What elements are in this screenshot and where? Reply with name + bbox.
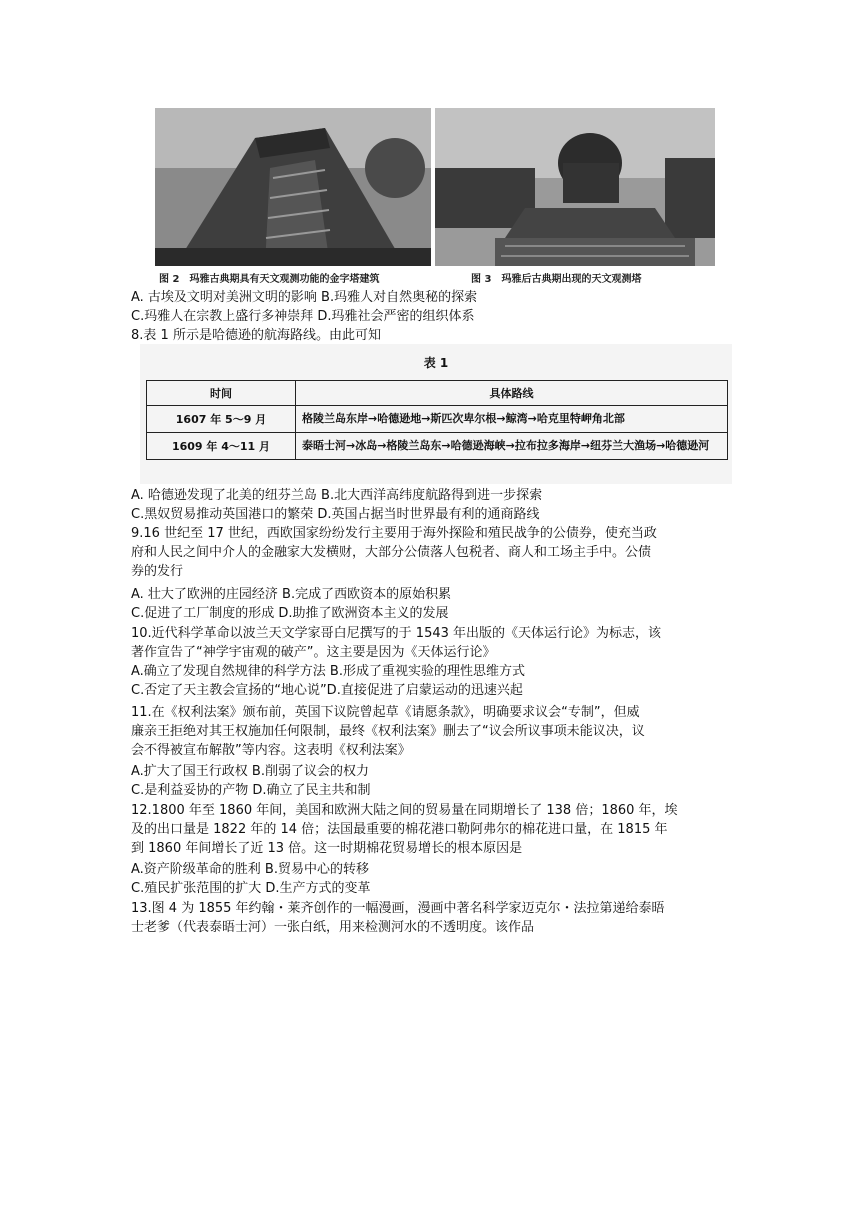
q9-options-1: A. 壮大了欧洲的庄园经济 B.完成了西欧资本的原始积累 bbox=[131, 587, 452, 602]
pyramid-photo bbox=[155, 108, 431, 266]
q8-options-1: A. 哈德逊发现了北美的纽芬兰岛 B.北大西洋高纬度航路得到进一步探索 bbox=[131, 488, 543, 503]
q13-stem-2: 士老爹（代表泰晤士河）一张白纸，用来检测河水的不透明度。该作品 bbox=[131, 920, 535, 935]
q10-options-2: C.否定了天主教会宣扬的“地心说”D.直接促进了启蒙运动的迅速兴起 bbox=[131, 683, 523, 698]
route-table-block bbox=[140, 344, 732, 484]
q9-stem-2: 府和人民之间中介人的金融家大发横财，大部分公债落人包税者、商人和工场主手中。公债 bbox=[131, 545, 652, 560]
q11-options-2: C.是利益妥协的产物 D.确立了民主共和制 bbox=[131, 783, 371, 798]
observatory-photo bbox=[435, 108, 715, 266]
q11-stem-2: 廉亲王拒绝对其王权施加任何限制，最终《权利法案》删去了“议会所议事项未能议决，议 bbox=[131, 724, 645, 739]
table-title: 表 1 bbox=[423, 356, 449, 370]
figure-strip bbox=[155, 108, 715, 288]
q7-options-1: A. 古埃及文明对美洲文明的影响 B.玛雅人对自然奥秘的探索 bbox=[131, 290, 478, 305]
table-cell-time: 1607 年 5～9 月 bbox=[147, 406, 296, 433]
q12-options-1: A.资产阶级革命的胜利 B.贸易中心的转移 bbox=[131, 862, 369, 877]
table-row bbox=[147, 433, 728, 460]
q11-stem-1: 11.在《权利法案》颁布前，英国下议院曾起草《请愿条款》，明确要求议会“专制”，但威 bbox=[131, 705, 640, 720]
figure-3-caption: 图 3 玛雅后古典期出现的天文观测塔 bbox=[471, 274, 642, 285]
q11-stem-3: 会不得被宣布解散”等内容。这表明《权利法案》 bbox=[131, 743, 411, 758]
table-cell-route: 格陵兰岛东岸→哈德逊地→斯匹次卑尔根→鲸湾→哈克里特岬角北部 bbox=[296, 406, 728, 433]
q9-options-2: C.促进了工厂制度的形成 D.助推了欧洲资本主义的发展 bbox=[131, 606, 449, 621]
q9-stem-1: 9.16 世纪至 17 世纪，西欧国家纷纷发行主要用于海外探险和殖民战争的公债券，使充当政 bbox=[131, 526, 657, 541]
table-header-row bbox=[147, 381, 728, 406]
q8-options-2: C.黑奴贸易推动英国港口的繁荣 D.英国占据当时世界最有利的通商路线 bbox=[131, 507, 540, 522]
q12-stem-1: 12.1800 年至 1860 年间，美国和欧洲大陆之间的贸易量在同期增长了 138 倍；1860 年，埃 bbox=[131, 803, 678, 818]
q11-options-1: A.扩大了国王行政权 B.削弱了议会的权力 bbox=[131, 764, 369, 779]
table-cell-time: 1609 年 4～11 月 bbox=[147, 433, 296, 460]
route-table bbox=[146, 380, 728, 460]
q13-stem-1: 13.图 4 为 1855 年约翰・莱齐创作的一幅漫画，漫画中著名科学家迈克尔・法拉第递给泰晤 bbox=[131, 901, 665, 916]
q8-stem: 8.表 1 所示是哈德逊的航海路线。由此可知 bbox=[131, 328, 381, 343]
q7-options-2: C.玛雅人在宗教上盛行多神崇拜 D.玛雅社会严密的组织体系 bbox=[131, 309, 475, 324]
q10-stem-1: 10.近代科学革命以波兰天文学家哥白尼撰写的于 1543 年出版的《天体运行论》为标志，该 bbox=[131, 626, 662, 641]
table-header-time: 时间 bbox=[147, 381, 296, 406]
figure-2-caption: 图 2 玛雅古典期具有天文观测功能的金字塔建筑 bbox=[159, 274, 380, 285]
q12-options-2: C.殖民扩张范围的扩大 D.生产方式的变革 bbox=[131, 881, 371, 896]
q9-stem-3: 券的发行 bbox=[131, 564, 184, 579]
table-row bbox=[147, 406, 728, 433]
q10-stem-2: 著作宣告了“神学宇宙观的破产”。这主要是因为《天体运行论》 bbox=[131, 645, 496, 660]
q12-stem-3: 到 1860 年间增长了近 13 倍。这一时期棉花贸易增长的根本原因是 bbox=[131, 841, 523, 856]
q10-options-1: A.确立了发现自然规律的科学方法 B.形成了重视实验的理性思维方式 bbox=[131, 664, 525, 679]
q12-stem-2: 及的出口量是 1822 年的 14 倍；法国最重要的棉花港口勒阿弗尔的棉花进口量，在 1815 年 bbox=[131, 822, 668, 837]
table-cell-route: 泰晤士河→冰岛→格陵兰岛东→哈德逊海峡→拉布拉多海岸→纽芬兰大渔场→哈德逊河 bbox=[296, 433, 728, 460]
table-header-route: 具体路线 bbox=[296, 381, 728, 406]
